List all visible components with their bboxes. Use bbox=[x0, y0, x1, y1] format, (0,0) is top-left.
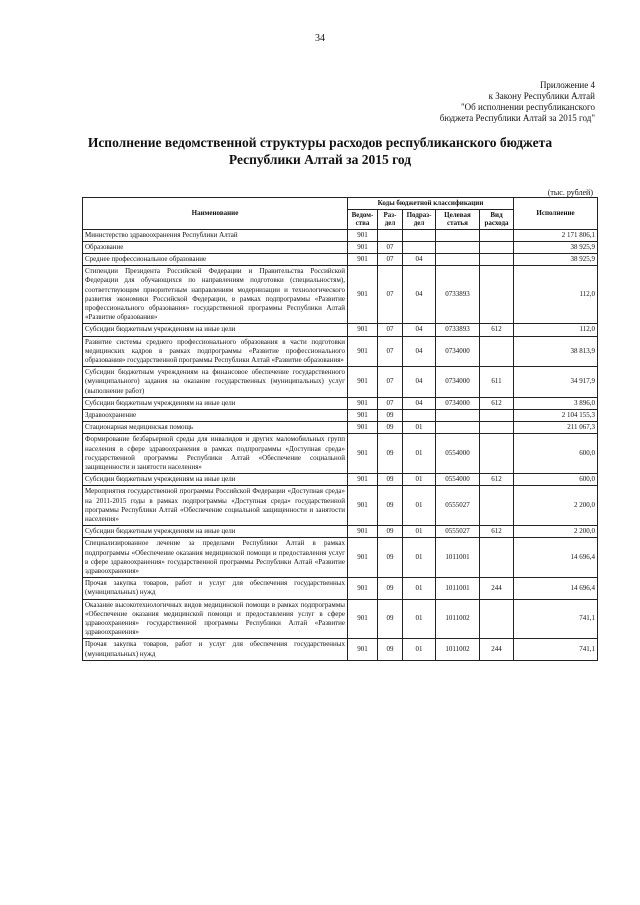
cell-execution: 38 925,9 bbox=[514, 253, 598, 265]
cell-expense bbox=[480, 538, 514, 578]
table-row bbox=[83, 526, 598, 538]
cell-vedom: 901 bbox=[348, 266, 378, 324]
appendix-line: Приложение 4 bbox=[539, 80, 595, 90]
cell-expense: 244 bbox=[480, 578, 514, 599]
cell-expense: 612 bbox=[480, 397, 514, 409]
table-row bbox=[83, 324, 598, 336]
cell-vedom: 901 bbox=[348, 229, 378, 241]
title-line: Республики Алтай за 2015 год bbox=[228, 152, 412, 167]
cell-execution: 3 896,0 bbox=[514, 397, 598, 409]
cell-target bbox=[436, 229, 480, 241]
cell-expense bbox=[480, 409, 514, 421]
document-title bbox=[60, 134, 580, 168]
cell-execution: 112,0 bbox=[514, 266, 598, 324]
cell-target: 0554000 bbox=[436, 474, 480, 486]
header-vedom: Ведом- ства bbox=[348, 209, 378, 229]
cell-execution: 14 696,4 bbox=[514, 538, 598, 578]
cell-target: 0555027 bbox=[436, 526, 480, 538]
cell-name: Министерство здравоохранения Республики Алтай bbox=[83, 229, 348, 241]
cell-name: Образование bbox=[83, 241, 348, 253]
cell-razdel: 09 bbox=[378, 599, 403, 639]
cell-execution: 2 104 155,3 bbox=[514, 409, 598, 421]
cell-execution: 38 925,9 bbox=[514, 241, 598, 253]
cell-razdel: 09 bbox=[378, 409, 403, 421]
table-row bbox=[83, 538, 598, 578]
cell-name: Субсидии бюджетным учреждениям на иные цели bbox=[83, 526, 348, 538]
cell-vedom: 901 bbox=[348, 578, 378, 599]
cell-name: Оказание высокотехнологичных видов медицинской помощи в рамках подпрограммы «Обеспечение оказания медицинской помощи и предоставления услуг в сфере здравоохранения» государственной программы Республики Алтай «Развитие здравоохранения» bbox=[83, 599, 348, 639]
header-execution: Исполнение bbox=[514, 198, 598, 230]
table-row bbox=[83, 229, 598, 241]
cell-vedom: 901 bbox=[348, 599, 378, 639]
cell-razdel: 07 bbox=[378, 336, 403, 367]
cell-vedom: 901 bbox=[348, 397, 378, 409]
cell-expense bbox=[480, 336, 514, 367]
cell-expense: 612 bbox=[480, 474, 514, 486]
cell-podrazdel: 04 bbox=[403, 266, 436, 324]
cell-target bbox=[436, 409, 480, 421]
cell-expense bbox=[480, 422, 514, 434]
cell-podrazdel: 01 bbox=[403, 474, 436, 486]
cell-razdel: 07 bbox=[378, 241, 403, 253]
table-row bbox=[83, 409, 598, 421]
cell-target: 0554000 bbox=[436, 434, 480, 474]
cell-podrazdel: 01 bbox=[403, 578, 436, 599]
cell-target: 1011001 bbox=[436, 578, 480, 599]
cell-execution: 741,1 bbox=[514, 639, 598, 660]
table-row bbox=[83, 434, 598, 474]
cell-expense: 612 bbox=[480, 324, 514, 336]
cell-expense bbox=[480, 599, 514, 639]
appendix-note bbox=[440, 80, 595, 124]
cell-expense: 611 bbox=[480, 367, 514, 398]
table-row bbox=[83, 367, 598, 398]
cell-vedom: 901 bbox=[348, 336, 378, 367]
cell-podrazdel: 01 bbox=[403, 639, 436, 660]
cell-vedom: 901 bbox=[348, 367, 378, 398]
table-row bbox=[83, 422, 598, 434]
table-row bbox=[83, 397, 598, 409]
cell-podrazdel bbox=[403, 241, 436, 253]
cell-name: Субсидии бюджетным учреждениям на иные цели bbox=[83, 397, 348, 409]
cell-razdel: 09 bbox=[378, 434, 403, 474]
cell-execution: 14 696,4 bbox=[514, 578, 598, 599]
cell-vedom: 901 bbox=[348, 409, 378, 421]
header-codes-group: Коды бюджетной классификации bbox=[348, 198, 514, 210]
cell-execution: 2 200,0 bbox=[514, 526, 598, 538]
cell-name: Развитие системы среднего профессионального образования в части подготовки медицинских кадров в рамках подпрограммы «Развитие профессионального образования» государственной программы Республики Алтай «Развитие образования» bbox=[83, 336, 348, 367]
cell-razdel: 09 bbox=[378, 486, 403, 526]
cell-name: Прочая закупка товаров, работ и услуг для обеспечения государственных (муниципальных) нужд bbox=[83, 578, 348, 599]
cell-target bbox=[436, 241, 480, 253]
header-target: Целевая статья bbox=[436, 209, 480, 229]
table-row bbox=[83, 253, 598, 265]
cell-target: 0734000 bbox=[436, 336, 480, 367]
cell-vedom: 901 bbox=[348, 434, 378, 474]
cell-target: 1011002 bbox=[436, 599, 480, 639]
cell-target bbox=[436, 253, 480, 265]
table-row bbox=[83, 578, 598, 599]
cell-podrazdel: 04 bbox=[403, 397, 436, 409]
cell-target bbox=[436, 422, 480, 434]
cell-name: Среднее профессиональное образование bbox=[83, 253, 348, 265]
cell-razdel: 07 bbox=[378, 324, 403, 336]
cell-podrazdel: 04 bbox=[403, 336, 436, 367]
cell-name: Специализированное лечение за пределами Республики Алтай в рамках подпрограммы «Обеспечение оказания медицинской помощи и предоставления услуг в сфере здравоохранения» государственной программы Республики Алтай «Развитие здравоохранения» bbox=[83, 538, 348, 578]
cell-name: Формирование безбарьерной среды для инвалидов и других маломобильных групп населения в сфере здравоохранения в рамках подпрограммы «Доступная среда» государственной программы Республики Алтай «Обеспечение социальной защищенности и занятости населения» bbox=[83, 434, 348, 474]
cell-name: Субсидии бюджетным учреждениям на иные цели bbox=[83, 324, 348, 336]
cell-execution: 600,0 bbox=[514, 434, 598, 474]
cell-target: 1011001 bbox=[436, 538, 480, 578]
cell-razdel bbox=[378, 229, 403, 241]
cell-target: 0733893 bbox=[436, 324, 480, 336]
cell-razdel: 09 bbox=[378, 474, 403, 486]
cell-target: 0733893 bbox=[436, 266, 480, 324]
cell-expense bbox=[480, 486, 514, 526]
cell-execution: 2 200,0 bbox=[514, 486, 598, 526]
cell-expense: 244 bbox=[480, 639, 514, 660]
cell-name: Мероприятия государственной программы Российской Федерации «Доступная среда» на 2011-2015 годы в рамках подпрограммы «Доступная среда» государственной программы Республики Алтай «Обеспечение социальной защищенности и занятости населения» bbox=[83, 486, 348, 526]
cell-podrazdel: 04 bbox=[403, 367, 436, 398]
cell-expense: 612 bbox=[480, 526, 514, 538]
cell-target: 0734000 bbox=[436, 367, 480, 398]
cell-razdel: 09 bbox=[378, 578, 403, 599]
header-name: Наименование bbox=[83, 198, 348, 230]
cell-expense bbox=[480, 241, 514, 253]
cell-podrazdel bbox=[403, 409, 436, 421]
cell-execution: 2 171 806,1 bbox=[514, 229, 598, 241]
cell-podrazdel: 01 bbox=[403, 422, 436, 434]
cell-podrazdel: 01 bbox=[403, 486, 436, 526]
cell-razdel: 09 bbox=[378, 639, 403, 660]
cell-execution: 211 067,3 bbox=[514, 422, 598, 434]
cell-podrazdel: 04 bbox=[403, 324, 436, 336]
cell-vedom: 901 bbox=[348, 253, 378, 265]
cell-razdel: 07 bbox=[378, 253, 403, 265]
cell-vedom: 901 bbox=[348, 639, 378, 660]
cell-razdel: 09 bbox=[378, 422, 403, 434]
cell-vedom: 901 bbox=[348, 474, 378, 486]
cell-target: 0734000 bbox=[436, 397, 480, 409]
cell-vedom: 901 bbox=[348, 241, 378, 253]
header-razdel: Раз- дел bbox=[378, 209, 403, 229]
cell-razdel: 07 bbox=[378, 266, 403, 324]
cell-vedom: 901 bbox=[348, 538, 378, 578]
table-row bbox=[83, 241, 598, 253]
cell-razdel: 07 bbox=[378, 367, 403, 398]
table-row bbox=[83, 599, 598, 639]
table-row bbox=[83, 639, 598, 660]
page-number: 34 bbox=[315, 33, 325, 44]
cell-execution: 34 917,9 bbox=[514, 367, 598, 398]
units-label: (тыс. рублей) bbox=[547, 188, 593, 197]
cell-podrazdel bbox=[403, 229, 436, 241]
cell-podrazdel: 01 bbox=[403, 526, 436, 538]
cell-razdel: 09 bbox=[378, 538, 403, 578]
cell-expense bbox=[480, 434, 514, 474]
cell-name: Прочая закупка товаров, работ и услуг для обеспечения государственных (муниципальных) нужд bbox=[83, 639, 348, 660]
cell-name: Стипендии Президента Российской Федерации и Правительства Российской Федерации для обучающихся по направлениям подготовки (специальностям), соответствующим приоритетным направлениям модернизации и технологического развития экономики Российской Федерации, в рамках подпрограммы «Развитие профессионального образования» государственной программы Республики Алтай «Развитие образования» bbox=[83, 266, 348, 324]
table-row bbox=[83, 266, 598, 324]
cell-name: Стационарная медицинская помощь bbox=[83, 422, 348, 434]
cell-execution: 112,0 bbox=[514, 324, 598, 336]
appendix-line: бюджета Республики Алтай за 2015 год" bbox=[439, 113, 595, 123]
cell-vedom: 901 bbox=[348, 526, 378, 538]
table-row bbox=[83, 336, 598, 367]
header-podrazdel: Подраз- дел bbox=[403, 209, 436, 229]
appendix-line: "Об исполнении республиканского bbox=[460, 102, 595, 112]
cell-execution: 600,0 bbox=[514, 474, 598, 486]
table-row bbox=[83, 474, 598, 486]
cell-vedom: 901 bbox=[348, 324, 378, 336]
cell-podrazdel: 01 bbox=[403, 434, 436, 474]
cell-razdel: 07 bbox=[378, 397, 403, 409]
cell-podrazdel: 01 bbox=[403, 599, 436, 639]
cell-target: 1011002 bbox=[436, 639, 480, 660]
title-line: Исполнение ведомственной структуры расходов республиканского бюджета bbox=[87, 135, 553, 150]
cell-podrazdel: 01 bbox=[403, 538, 436, 578]
header-expense: Вид расхода bbox=[480, 209, 514, 229]
cell-expense bbox=[480, 253, 514, 265]
cell-execution: 38 813,9 bbox=[514, 336, 598, 367]
cell-razdel: 09 bbox=[378, 526, 403, 538]
budget-table bbox=[82, 197, 598, 661]
cell-name: Здравоохранение bbox=[83, 409, 348, 421]
cell-target: 0555027 bbox=[436, 486, 480, 526]
cell-name: Субсидии бюджетным учреждениям на иные цели bbox=[83, 474, 348, 486]
cell-expense bbox=[480, 229, 514, 241]
cell-podrazdel: 04 bbox=[403, 253, 436, 265]
cell-vedom: 901 bbox=[348, 422, 378, 434]
cell-execution: 741,1 bbox=[514, 599, 598, 639]
cell-expense bbox=[480, 266, 514, 324]
table-row bbox=[83, 486, 598, 526]
cell-name: Субсидии бюджетным учреждениям на финансовое обеспечение государственного (муниципального) задания на оказание государственных (муниципальных) услуг (выполнение работ) bbox=[83, 367, 348, 398]
appendix-line: к Закону Республики Алтай bbox=[488, 91, 595, 101]
cell-vedom: 901 bbox=[348, 486, 378, 526]
